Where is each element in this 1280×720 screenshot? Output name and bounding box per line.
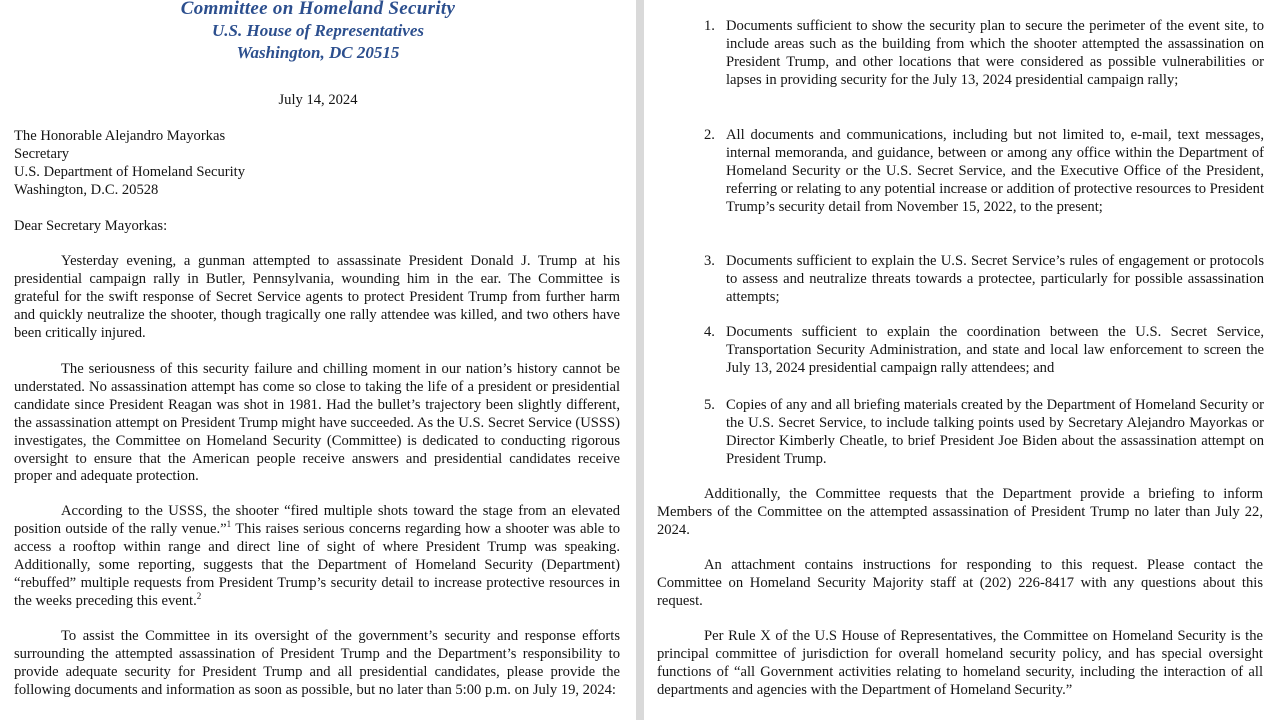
request-number: 1. <box>704 18 715 34</box>
body-paragraph: The seriousness of this security failure and chilling moment in our nation’s history cannot be understated. No assassination attempt has come so close to taking the life of a president or presidential candidate since President Reagan was shot in 1981. Had the bullet’s trajectory been slightly different, the assassination attempt on President Trump might have succeeded. As the U.S. Secret Service (USSS) investigates, the Committee on Homeland Security (Committee) is dedicated to conducting rigorous oversight to ensure that the American people receive answers and presidential candidates receive proper and adequate protection. <box>14 361 620 485</box>
closing-paragraph: An attachment contains instructions for responding to this request. Please contact the Committee on Homeland Security Majority staff at (202) 226-8417 with any questions about this request. <box>657 557 1263 609</box>
closing-paragraph: Per Rule X of the U.S House of Representatives, the Committee on Homeland Security is the principal committee of jurisdiction for overall homeland security policy, and has special oversight functions of “all Government activities relating to homeland security, including the interaction of all departments and agencies with the Department of Homeland Security.” <box>657 628 1263 698</box>
footnote-ref[interactable]: 1 <box>226 519 232 530</box>
paragraph-text: This raises serious concerns regarding how a shooter was able to access a rooftop within range and direct line of sight of where President Trump was speaking. Additionally, some reporting, suggests that the Department of Homeland Security (Department) “rebuffed” multiple requests from President Trump’s security detail to increase protective resources in the weeks preceding this event. <box>14 520 620 609</box>
request-item <box>704 127 1264 217</box>
letter-page-2 <box>644 0 1280 720</box>
request-item <box>704 253 1264 307</box>
footnote-ref[interactable]: 2 <box>196 590 202 601</box>
closing-paragraph: Additionally, the Committee requests that the Department provide a briefing to inform Members of the Committee on the attempted assassination of President Trump no later than July 22, 2024. <box>657 486 1263 538</box>
request-text: Documents sufficient to show the security plan to secure the perimeter of the event site, to include areas such as the building from which the shooter attempted the assassination on President Trump, and other locations that were considered as possible vulnerabilities or lapses in providing security for the July 13, 2024 presidential campaign rally; <box>726 18 1264 88</box>
letterhead-committee: Committee on Homeland Security <box>180 0 456 19</box>
letterhead-house: U.S. House of Representatives <box>211 21 425 40</box>
request-number: 5. <box>704 397 715 413</box>
request-item <box>704 397 1264 469</box>
recipient-address <box>14 128 245 200</box>
request-text: Copies of any and all briefing materials created by the Department of Homeland Security or the U.S. Secret Service, to include talking points used by Secretary Alejandro Mayorkas or Director Kimberly Cheatle, to brief President Joe Biden about the assassination attempt on President Trump. <box>726 397 1264 467</box>
body-paragraph: To assist the Committee in its oversight of the government’s security and response efforts surrounding the attempted assassination of President Trump and the Department’s responsibility to provide adequate security for President Trump and all presidential candidates, please provide the following documents and information as soon as possible, but no later than 5:00 p.m. on July 19, 2024: <box>14 628 620 698</box>
letterhead <box>0 0 636 64</box>
recipient-name: The Honorable Alejandro Mayorkas <box>14 128 226 144</box>
letterhead-address: Washington, DC 20515 <box>236 43 400 62</box>
request-number: 2. <box>704 127 715 143</box>
body-paragraph: Yesterday evening, a gunman attempted to assassinate President Donald J. Trump at his presidential campaign rally in Butler, Pennsylvania, wounding him in the ear. The Committee is grateful for the swift response of Secret Service agents to protect President Trump from further harm and quickly neutralize the shooter, though tragically one rally attendee was killed, and two others have been critically injured. <box>14 253 620 341</box>
request-text: All documents and communications, including but not limited to, e-mail, text messages, internal memoranda, and guidance, between or among any office within the Department of Homeland Security or the U.S. Secret Service, and the Executive Office of the President, referring or relating to any potential increase or addition of protective resources to President Trump’s security detail from November 15, 2022, to the present; <box>726 127 1264 215</box>
request-item <box>704 18 1264 90</box>
paragraph-text: According to the USSS, the shooter “fired multiple shots toward the stage from an elevated position outside of the rally venue.” <box>14 503 620 537</box>
letter-date: July 14, 2024 <box>278 92 358 108</box>
page-divider <box>636 0 644 720</box>
recipient-title: Secretary <box>14 145 70 162</box>
request-text: Documents sufficient to explain the coordination between the U.S. Secret Service, Transportation Security Administration, and state and local law enforcement to screen the July 13, 2024 presidential campaign rally attendees; and <box>726 324 1264 376</box>
salutation: Dear Secretary Mayorkas: <box>14 218 168 234</box>
body-paragraph <box>14 503 620 610</box>
request-number: 3. <box>704 253 715 269</box>
recipient-city: Washington, D.C. 20528 <box>14 181 159 198</box>
recipient-department: U.S. Department of Homeland Security <box>14 163 246 180</box>
request-item <box>704 324 1264 378</box>
request-number: 4. <box>704 324 715 340</box>
letter-page-1 <box>0 0 636 720</box>
request-text: Documents sufficient to explain the U.S. Secret Service’s rules of engagement or protocols to assess and neutralize threats towards a protectee, particularly for possible assassination attempts; <box>726 253 1264 305</box>
